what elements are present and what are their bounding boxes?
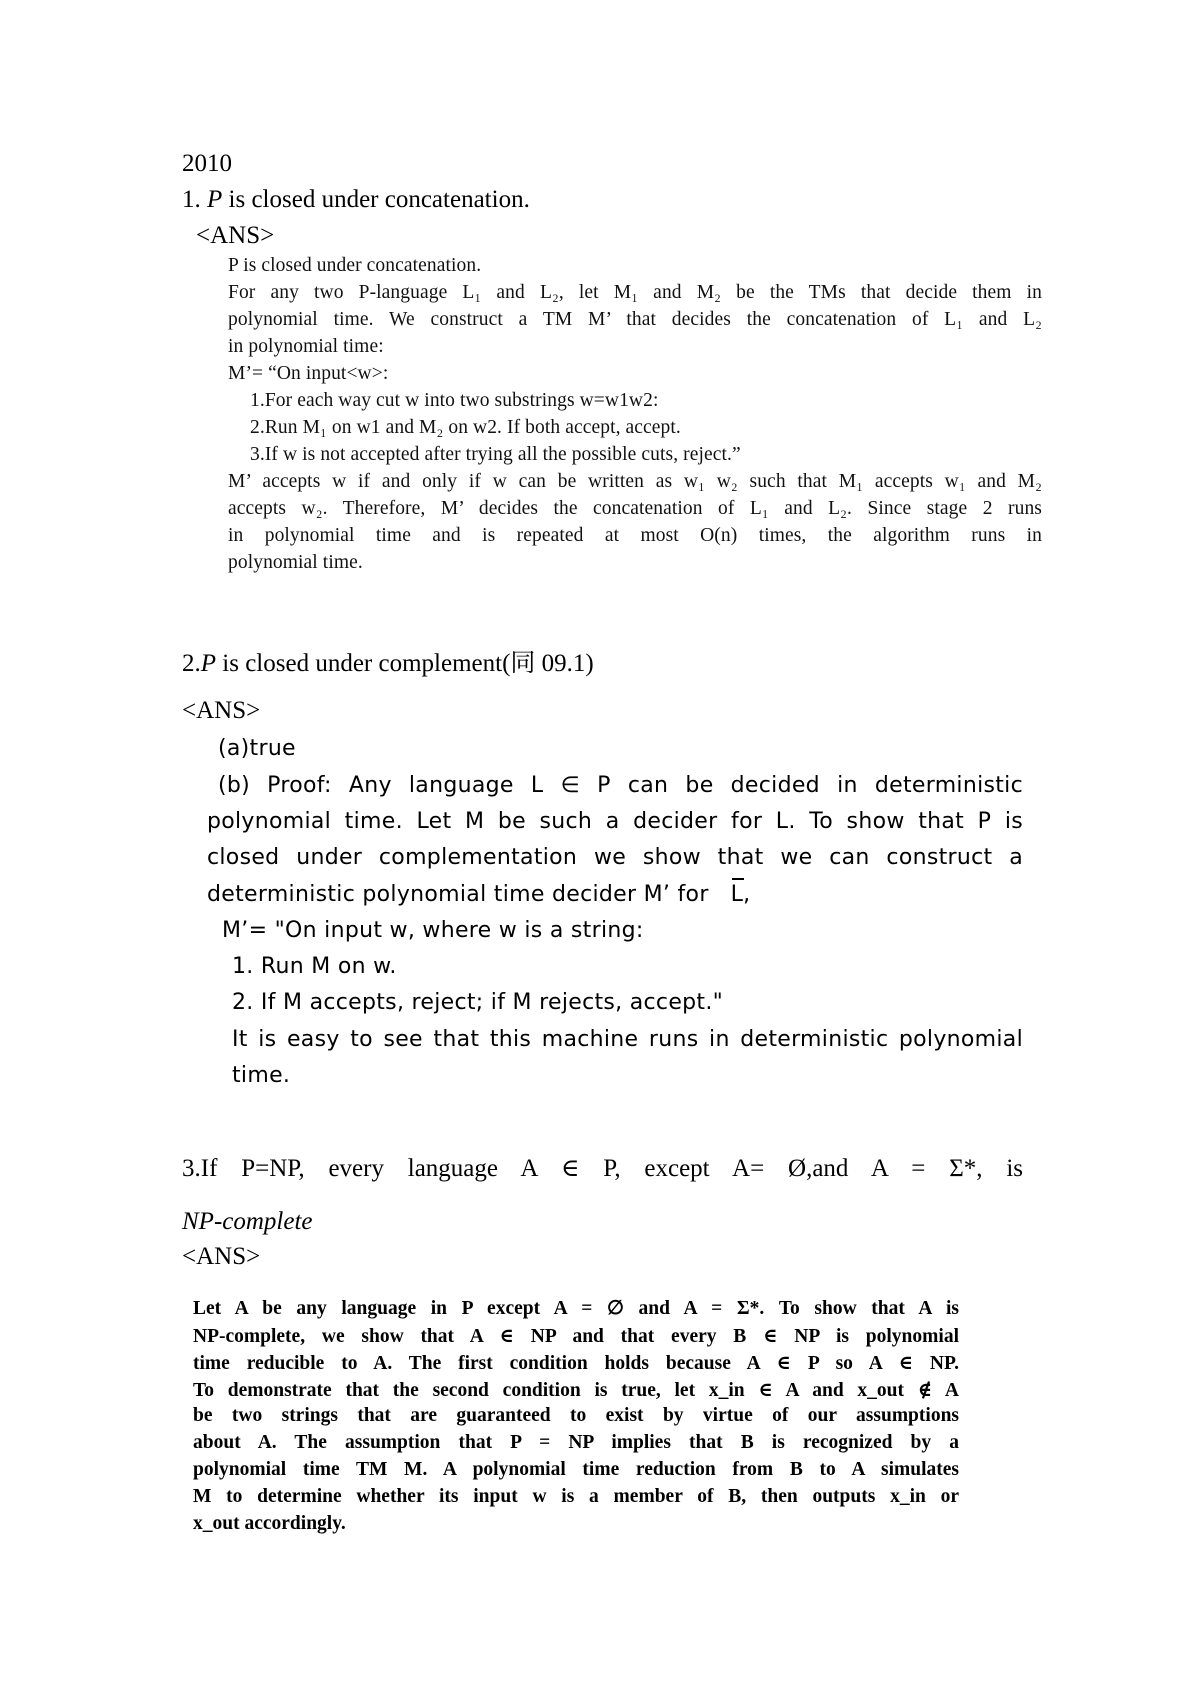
q1-step: 1.For each way cut w into two substrings w=w1w2: (250, 390, 659, 411)
q2-part-a: (a)true (218, 736, 296, 761)
q3-title: 3.If P=NP, every language A ∈ P, except A= Ø,and A = Σ*, is (182, 1155, 1023, 1182)
q2-title-rest: is closed under complement(同 09.1) (216, 650, 594, 677)
q2-conclusion: It is easy to see that this machine runs in deterministic polynomial (232, 1027, 1023, 1052)
q2-part-b-last-text: deterministic polynomial time decider M’ for (207, 882, 709, 907)
q2-var: P (200, 650, 217, 677)
q2-part-b-line: (b) Proof: Any language L ∈ P can be decided in deterministic (218, 773, 1023, 798)
q2-machine-step: 2. If M accepts, reject; if M rejects, accept." (232, 990, 724, 1015)
q3-ans-label: <ANS> (182, 1243, 261, 1270)
q3-line: be two strings that are guaranteed to exist by virtue of our assumptions (193, 1405, 959, 1426)
q1-line: polynomial time. We construct a TM M’ that decides the concatenation of L₁ and L₂ (228, 309, 1042, 330)
q3-line: NP-complete, we show that A ∈ NP and that every B ∈ NP is polynomial (193, 1326, 959, 1347)
q1-line: M’= “On input<w>: (228, 363, 389, 384)
q1-ans-label: <ANS> (196, 222, 275, 249)
q1-title (182, 186, 530, 214)
q2-machine-step: 1. Run M on w. (232, 954, 397, 979)
year-heading: 2010 (182, 150, 232, 177)
q2-part-b-line: closed under complementation we show that we can construct a (207, 845, 1023, 870)
q2-title (182, 643, 594, 679)
q3-line: M to determine whether its input w is a member of B, then outputs x_in or (193, 1486, 959, 1507)
q2-ans-label: <ANS> (182, 697, 261, 724)
q2-number: 2. (182, 650, 201, 677)
complement-L: L (730, 882, 744, 907)
q2-machine-def: M’= "On input w, where w is a string: (222, 918, 644, 943)
q1-line: M’ accepts w if and only if w can be written as w₁ w₂ such that M₁ accepts w₁ and M₂ (228, 471, 1042, 492)
q1-line: For any two P-language L₁ and L₂, let M₁ and M₂ be the TMs that decide them in (228, 282, 1042, 303)
q3-line: polynomial time TM M. A polynomial time reduction from B to A simulates (193, 1459, 959, 1480)
q2-part-b-last (207, 882, 750, 907)
q3-line: time reducible to A. The first condition holds because A ∈ P so A ∈ NP. (193, 1353, 959, 1374)
q3-line: about A. The assumption that P = NP implies that B is recognized by a (193, 1432, 959, 1453)
q1-var: P (207, 186, 223, 213)
q3-line: Let A be any language in P except A = ∅ and A = Σ*. To show that A is (193, 1298, 959, 1319)
q2-conclusion-end: time. (232, 1063, 291, 1088)
q1-line: in polynomial time and is repeated at most O(n) times, the algorithm runs in (228, 525, 1042, 546)
q1-title-rest: is closed under concatenation. (222, 186, 530, 213)
q2-part-b-line: polynomial time. Let M be such a decider for L. To show that P is (207, 809, 1023, 834)
q1-number: 1. (182, 186, 201, 213)
q3-line: To demonstrate that the second condition is true, let x_in ∈ A and x_out ∉ A (193, 1380, 959, 1401)
q1-line: P is closed under concatenation. (228, 255, 482, 276)
q3-line: x_out accordingly. (193, 1513, 346, 1534)
q1-line: accepts w₂. Therefore, M’ decides the concatenation of L₁ and L₂. Since stage 2 runs (228, 498, 1042, 519)
q1-line: polynomial time. (228, 552, 363, 573)
comma: , (743, 882, 751, 907)
q3-title-continued: NP-complete (182, 1208, 313, 1235)
q1-step: 3.If w is not accepted after trying all the possible cuts, reject.” (250, 444, 741, 465)
q1-step: 2.Run M₁ on w1 and M₂ on w2. If both accept, accept. (250, 417, 681, 438)
q1-line: in polynomial time: (228, 336, 384, 357)
